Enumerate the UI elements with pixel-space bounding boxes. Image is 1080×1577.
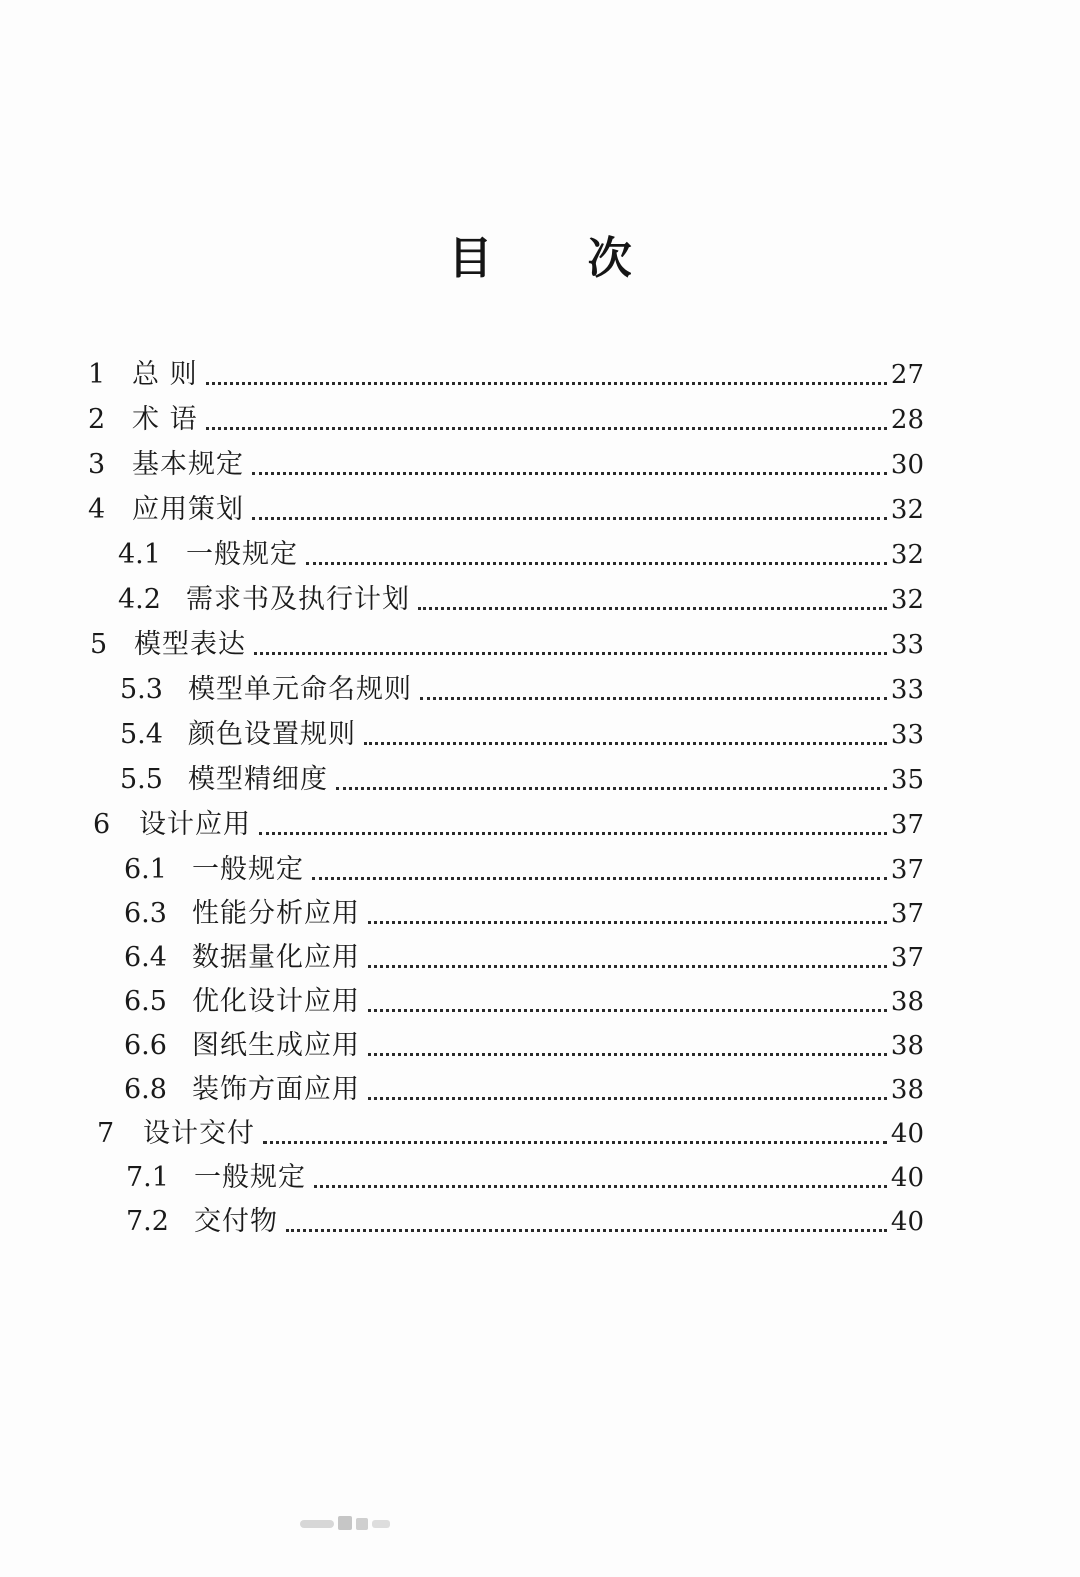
toc-leader-dots [306,562,887,565]
toc-entry [124,1068,924,1112]
toc-leader-dots [368,921,887,924]
toc-entry-page: 32 [890,540,924,570]
toc-leader-dots [368,965,887,968]
toc-entry-number: 6.6 [124,1030,167,1061]
toc-entry-title: 设计交付 [143,1118,255,1149]
toc-entry-page: 38 [890,1075,924,1105]
toc-entry [124,1024,924,1068]
toc-entry-title: 装饰方面应用 [192,1074,360,1105]
toc-entry [124,936,924,980]
toc-entry [118,578,924,622]
toc-entry [97,1112,924,1156]
toc-entry-title: 基本规定 [132,449,244,480]
toc-entry-page: 35 [890,765,924,795]
toc-entry-title: 性能分析应用 [192,898,360,929]
toc-entry-page: 30 [890,450,924,480]
toc-entry-number: 5.5 [120,764,163,795]
toc-entry [93,803,924,847]
toc-entry-number: 1 [88,359,106,390]
toc-leader-dots [254,652,887,655]
toc-entry-title: 颜色设置规则 [188,719,356,750]
toc-leader-dots [368,1097,887,1100]
toc-entry-number: 6.4 [124,942,167,973]
toc-leader-dots [206,382,887,385]
toc-leader-dots [418,607,887,610]
toc-entry-number: 5.4 [120,719,163,750]
toc-entry [126,1200,924,1244]
toc-entry-title: 设计应用 [139,809,251,840]
toc-entry-number: 6.5 [124,986,167,1017]
toc-leader-dots [263,1141,887,1144]
toc-entry [88,398,924,442]
toc-entry-page: 37 [890,810,924,840]
toc-leader-dots [312,877,887,880]
toc-entry-title: 一般规定 [186,539,298,570]
toc-entry [120,713,924,757]
toc-entry-title: 模型精细度 [188,764,328,795]
toc-entry [120,758,924,802]
toc-entry [124,848,924,892]
toc-entry [88,443,924,487]
toc-entry-page: 40 [890,1207,924,1237]
toc-entry-title: 优化设计应用 [192,986,360,1017]
toc-entry-number: 3 [88,449,106,480]
toc-entry-number: 6 [93,809,111,840]
toc-entry [90,623,924,667]
toc-entry-title: 一般规定 [194,1162,306,1193]
toc-leader-dots [368,1053,887,1056]
toc-entry-number: 7.1 [126,1162,169,1193]
toc-entry-page: 38 [890,1031,924,1061]
toc-entry-number: 2 [88,404,106,435]
toc-entry-number: 5.3 [120,674,163,705]
toc-entry-title: 术 语 [132,404,198,435]
toc-entry-number: 4 [88,494,106,525]
toc-entry-title: 一般规定 [192,854,304,885]
toc-entry [120,668,924,712]
toc-leader-dots [314,1185,887,1188]
toc-entry-title: 模型表达 [134,629,246,660]
toc-entry-page: 33 [890,720,924,750]
toc-entry-title: 交付物 [194,1206,278,1237]
toc-entry-title: 需求书及执行计划 [186,584,410,615]
toc-leader-dots [252,472,887,475]
toc-entry-page: 40 [890,1119,924,1149]
toc-entry-number: 7 [97,1118,115,1149]
toc-entry-title: 数据量化应用 [192,942,360,973]
toc-entry-page: 37 [890,855,924,885]
toc-entry-title: 模型单元命名规则 [188,674,412,705]
toc-entry [118,533,924,577]
toc-entry-title: 应用策划 [132,494,244,525]
toc-entry-page: 37 [890,899,924,929]
toc-entry-number: 6.3 [124,898,167,929]
toc-leader-dots [206,427,887,430]
toc-leader-dots [364,742,887,745]
toc-entry-page: 33 [890,675,924,705]
watermark-logo [300,1512,392,1534]
toc-entry [88,353,924,397]
toc-entry-number: 5 [90,629,108,660]
toc-leader-dots [368,1009,887,1012]
toc-entry-page: 27 [890,360,924,390]
toc-leader-dots [336,787,887,790]
toc-entry-page: 28 [890,405,924,435]
toc-entry-page: 33 [890,630,924,660]
toc-entry-page: 40 [890,1163,924,1193]
toc-entry-page: 32 [890,495,924,525]
page-title: 目 次 [448,233,672,284]
toc-entry [124,980,924,1024]
toc-entry-page: 32 [890,585,924,615]
toc-entry [124,892,924,936]
toc-leader-dots [420,697,887,700]
toc-leader-dots [286,1229,887,1232]
toc-entry-number: 6.8 [124,1074,167,1105]
toc-entry-number: 7.2 [126,1206,169,1237]
toc-entry-page: 38 [890,987,924,1017]
toc-entry-number: 4.1 [118,539,161,570]
toc-entry-number: 4.2 [118,584,161,615]
toc-leader-dots [252,517,887,520]
toc-entry-page: 37 [890,943,924,973]
toc-entry-number: 6.1 [124,854,167,885]
toc-entry [88,488,924,532]
toc-entry-title: 总 则 [132,359,198,390]
toc-entry-title: 图纸生成应用 [192,1030,360,1061]
toc-entry [126,1156,924,1200]
toc-leader-dots [259,832,887,835]
